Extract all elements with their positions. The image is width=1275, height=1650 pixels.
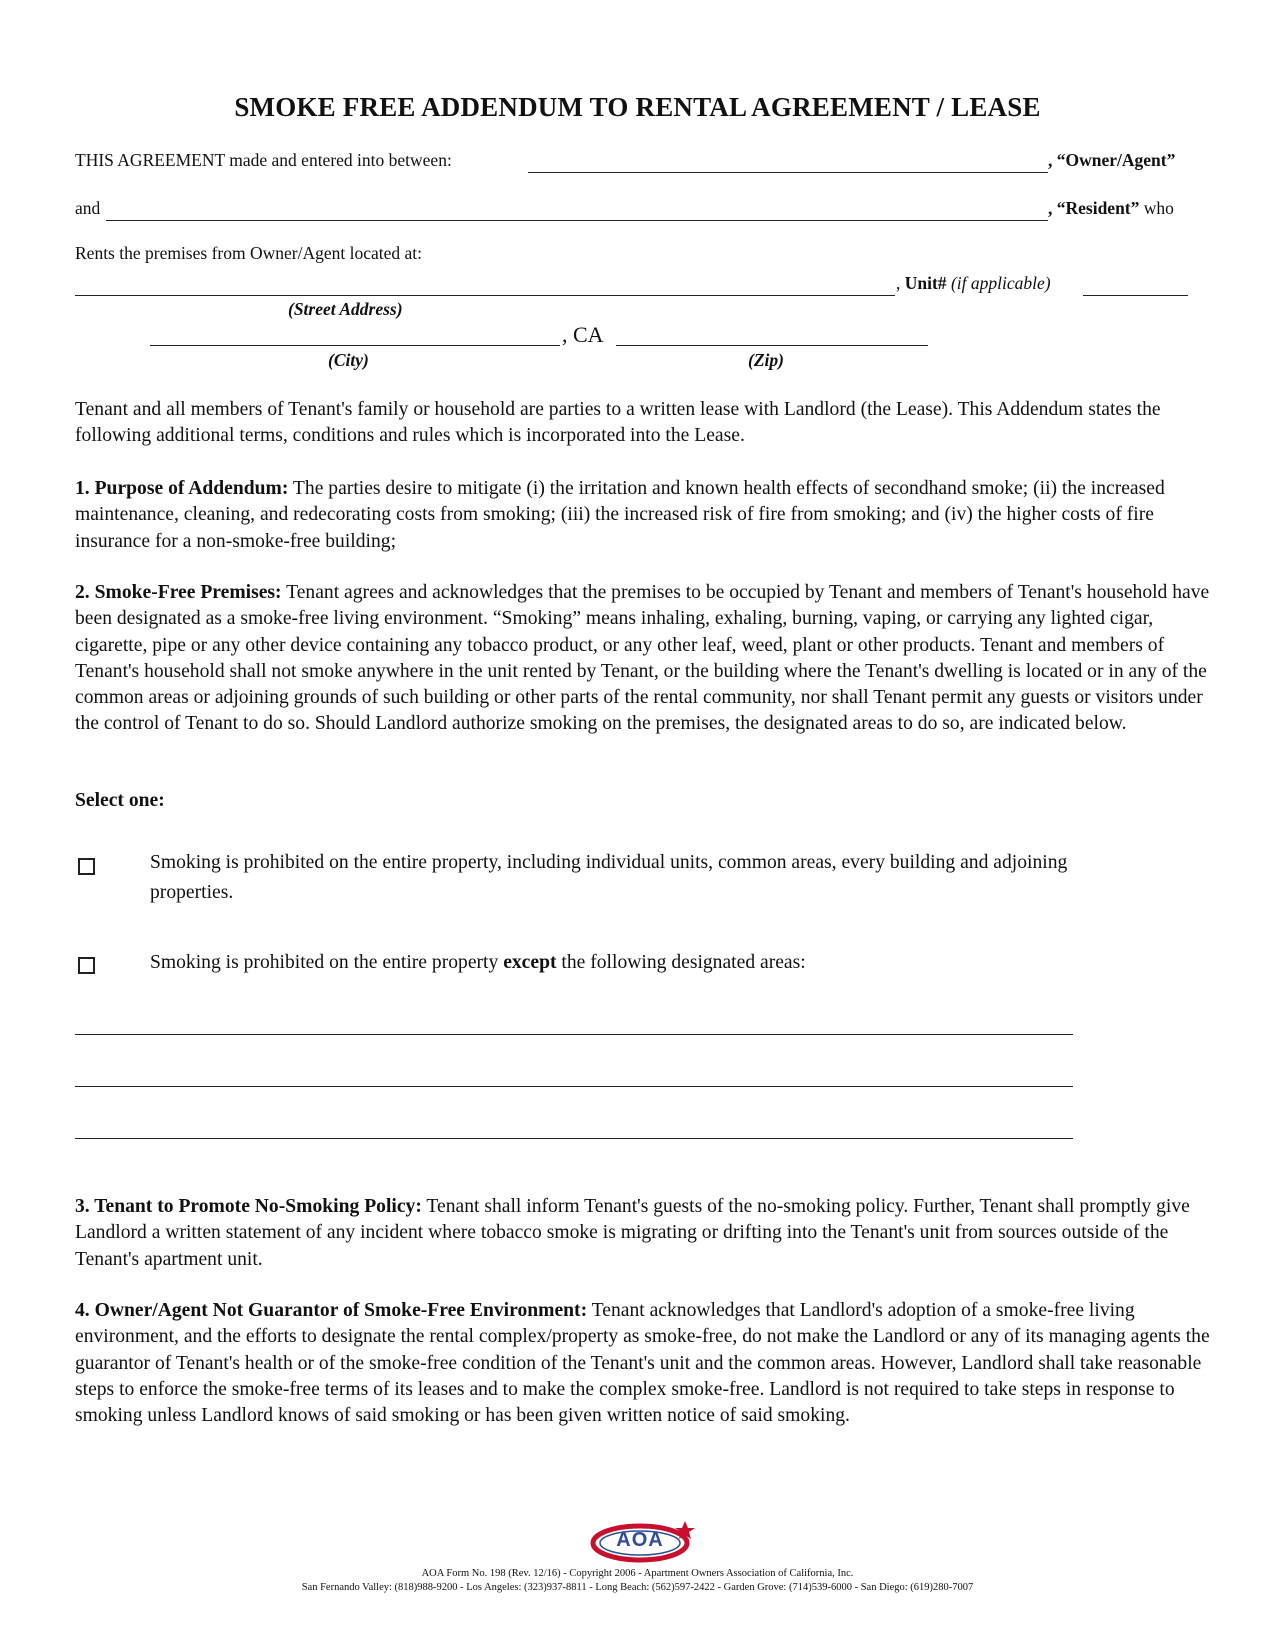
section-heading: 1. Purpose of Addendum:: [75, 478, 289, 499]
section-smoke-free-premises: [75, 580, 1215, 738]
section-promote-policy: [75, 1194, 1215, 1273]
section-text: The parties desire to mitigate (i) the irritation and known health effects of secondhand smoke; (ii) the increased maintenance, cleaning, and redecorating costs from smoking; (iii) the increased risk of fire from smoking; and (iv) the higher costs of fire insurance for a non-smoke-free building;: [75, 478, 1165, 552]
owner-agent-field[interactable]: [528, 172, 1048, 173]
section-heading: 3. Tenant to Promote No-Smoking Policy:: [75, 1196, 422, 1217]
aoa-logo-text: AOA: [616, 1529, 664, 1551]
and-label: and: [75, 198, 101, 218]
state-label: , CA: [562, 322, 604, 347]
option-prohibited-except-checkbox[interactable]: [78, 957, 95, 974]
footer-form-line: AOA Form No. 198 (Rev. 12/16) - Copyright 2006 - Apartment Owners Association of California, Inc.: [421, 1568, 854, 1579]
designated-area-line-2[interactable]: [75, 1086, 1073, 1087]
option2-text-after: the following designated areas:: [556, 952, 806, 973]
section-heading: 2. Smoke-Free Premises:: [75, 582, 282, 603]
street-address-field[interactable]: [75, 295, 895, 296]
designated-area-line-1[interactable]: [75, 1034, 1073, 1035]
section-text: Tenant acknowledges that Landlord's adoption of a smoke-free living environment, and the efforts to designate the rental complex/property as smoke-free, do not make the Landlord or any of its managing agents the guarantor of Tenant's health or of the smoke-free condition of the Tenant's unit and the common areas. However, Landlord shall take reasonable steps to enforce the smoke-free terms of its leases and to make the complex smoke-free. Landlord is not required to take steps in response to smoking unless Landlord knows of said smoking or has been given written notice of said smoking.: [75, 1300, 1210, 1427]
street-address-caption: (Street Address): [288, 299, 403, 319]
section-heading: 4. Owner/Agent Not Guarantor of Smoke-Free Environment:: [75, 1300, 588, 1321]
intro-paragraph: Tenant and all members of Tenant's family or household are parties to a written lease with Landlord (the Lease). This Addendum states the following additional terms, conditions and rules which is incorporated into the Lease.: [75, 399, 1161, 447]
resident-suffix: , “Resident”: [1048, 198, 1140, 218]
section-not-guarantor: [75, 1298, 1215, 1429]
zip-field[interactable]: [616, 345, 928, 346]
resident-who: who: [1143, 198, 1174, 218]
option2-text-before: Smoking is prohibited on the entire property: [150, 952, 504, 973]
document-title: SMOKE FREE ADDENDUM TO RENTAL AGREEMENT / LEASE: [234, 92, 1041, 122]
city-caption: (City): [328, 350, 369, 370]
section-purpose: [75, 476, 1215, 555]
option-prohibited-entire-checkbox[interactable]: [78, 858, 95, 875]
rents-label: Rents the premises from Owner/Agent located at:: [75, 243, 422, 263]
option-prohibited-except-text: [150, 950, 1150, 976]
city-field[interactable]: [150, 345, 560, 346]
option2-text-bold: except: [503, 952, 557, 973]
agreement-label: THIS AGREEMENT made and entered into between:: [75, 150, 452, 170]
resident-field[interactable]: [106, 220, 1048, 221]
unit-note: (if applicable): [950, 273, 1051, 293]
unit-label: Unit#: [904, 273, 947, 293]
section-text: Tenant agrees and acknowledges that the premises to be occupied by Tenant and members of Tenant's household have been designated as a smoke-free living environment. “Smoking” means inhaling, exhaling, burning, vaping, or carrying any lighted cigar, cigarette, pipe or any other device containing any tobacco product, or any other leaf, weed, plant or other products. Tenant and members of Tenant's household shall not smoke anywhere in the unit rented by Tenant, or the building where the Tenant's dwelling is located or in any of the common areas or adjoining grounds of such building or other parts of the rental community, nor shall Tenant permit any guests or visitors under the control of Tenant to do so. Should Landlord authorize smoking on the premises, the designated areas to do so, are indicated below.: [75, 582, 1210, 735]
option-prohibited-entire-text: Smoking is prohibited on the entire property, including individual units, common areas, every building and adjoining properties.: [150, 852, 1068, 903]
aoa-logo: [588, 1515, 698, 1565]
owner-agent-suffix: , “Owner/Agent”: [1048, 150, 1176, 170]
select-label: Select one:: [75, 790, 165, 811]
designated-area-line-3[interactable]: [75, 1138, 1073, 1139]
zip-caption: (Zip): [748, 350, 784, 370]
section-text: Tenant shall inform Tenant's guests of the no-smoking policy. Further, Tenant shall promptly give Landlord a written statement of any incident where tobacco smoke is migrating or drifting into the Tenant's unit from sources outside of the Tenant's apartment unit.: [75, 1196, 1190, 1270]
unit-field[interactable]: [1083, 295, 1188, 296]
footer-phones-line: San Fernando Valley: (818)988-9200 - Los Angeles: (323)937-8811 - Long Beach: (562)597-2422 - Garden Grove: (714)539-6000 - San Diego: (619)280-7007: [301, 1582, 974, 1593]
unit-comma: ,: [896, 273, 901, 293]
